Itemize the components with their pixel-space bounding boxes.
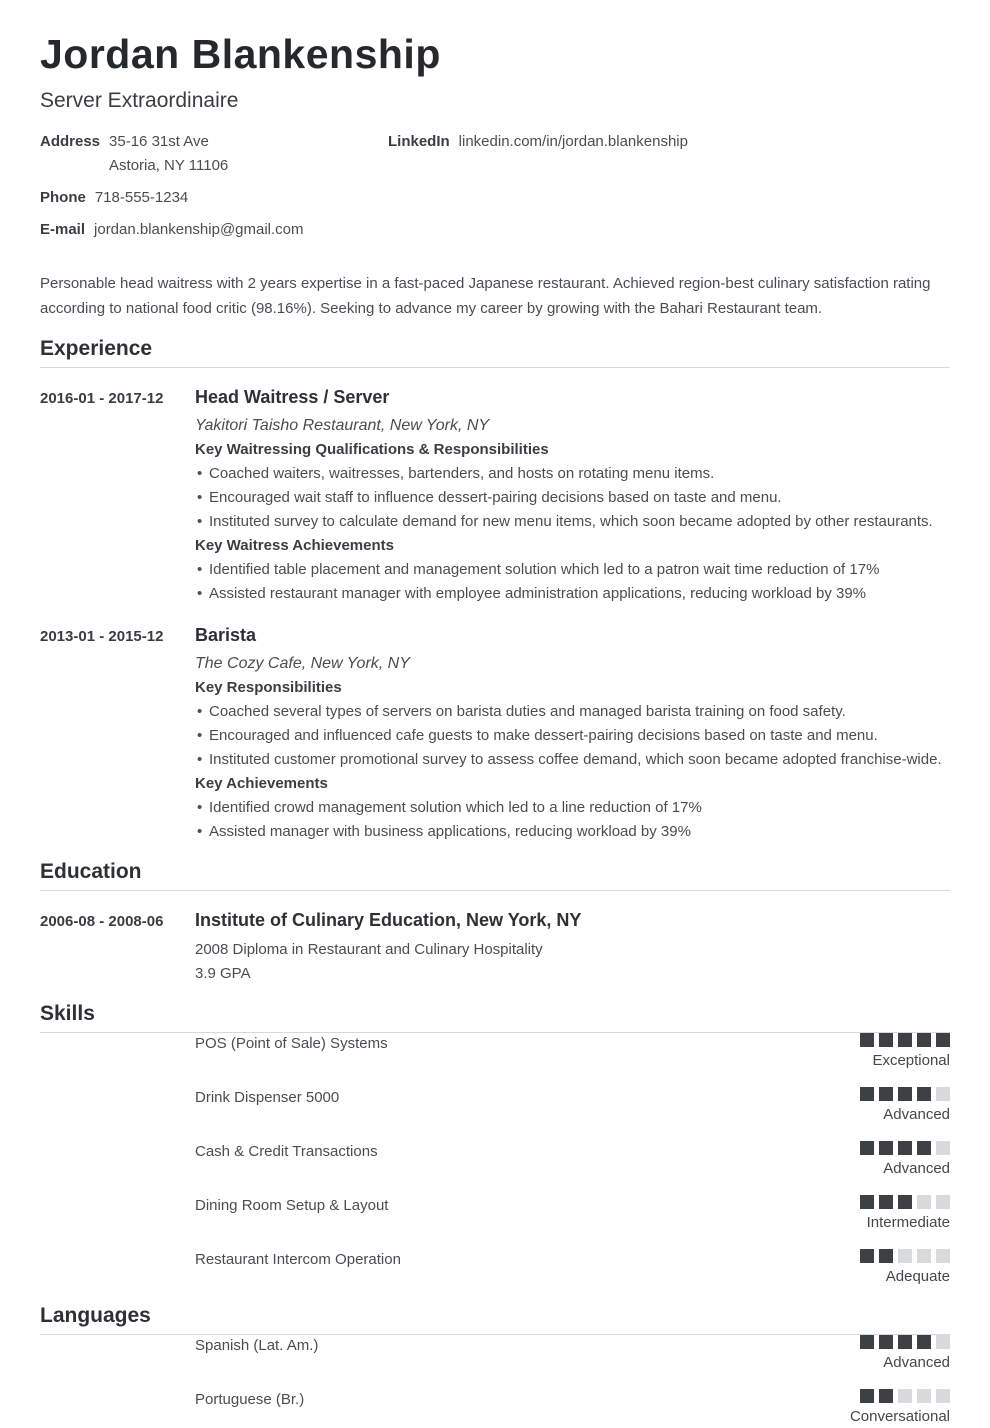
job-title: Head Waitress / Server bbox=[195, 387, 390, 407]
bullet-item: • Instituted survey to calculate demand for new menu items, which soon became adopted by other restaurants. bbox=[195, 510, 950, 534]
bullet-item: • Instituted customer promotional survey to assess coffee demand, which soon became adopted franchise-wide. bbox=[195, 748, 950, 772]
rating-square-filled bbox=[860, 1249, 874, 1263]
rating-square-filled bbox=[879, 1087, 893, 1101]
education-school: Institute of Culinary Education, New York, NY bbox=[195, 910, 582, 930]
bullet-item: • Encouraged and influenced cafe guests to make dessert-pairing decisions based on taste and menu. bbox=[195, 724, 950, 748]
skill-level-label: Advanced bbox=[883, 1106, 950, 1123]
rating-square-empty bbox=[917, 1249, 931, 1263]
rating-square-filled bbox=[860, 1195, 874, 1209]
contact-block bbox=[40, 130, 950, 250]
rating-squares bbox=[860, 1087, 950, 1101]
spacer bbox=[40, 1141, 195, 1180]
rating-square-filled bbox=[860, 1033, 874, 1047]
skill-name: Cash & Credit Transactions bbox=[195, 1143, 378, 1160]
bullet-list bbox=[195, 558, 950, 606]
rating-square-empty bbox=[898, 1249, 912, 1263]
job-subheading: Key Responsibilities bbox=[195, 679, 342, 696]
skill-row bbox=[40, 1195, 950, 1234]
contact-phone bbox=[40, 186, 388, 210]
address-value bbox=[109, 130, 228, 178]
rating-square-empty bbox=[917, 1195, 931, 1209]
person-name: Jordan Blankenship bbox=[40, 31, 441, 77]
contact-linkedin bbox=[388, 130, 688, 154]
skill-level-label: Advanced bbox=[883, 1160, 950, 1177]
section-heading-languages: Languages bbox=[40, 1304, 151, 1327]
skill-row bbox=[40, 1141, 950, 1180]
rating-square-filled bbox=[879, 1141, 893, 1155]
rating-square-filled bbox=[879, 1335, 893, 1349]
spacer bbox=[40, 1389, 195, 1428]
address-line1: 35-16 31st Ave bbox=[109, 133, 209, 150]
contact-email bbox=[40, 218, 388, 242]
skill-rating bbox=[860, 1087, 950, 1126]
job-subheading: Key Waitressing Qualifications & Responsibilities bbox=[195, 441, 549, 458]
rating-square-filled bbox=[898, 1087, 912, 1101]
job-body bbox=[195, 385, 950, 606]
person-job-title: Server Extraordinaire bbox=[40, 89, 239, 112]
job-entry bbox=[40, 385, 950, 606]
skill-row bbox=[40, 1249, 950, 1288]
skill-name: Dining Room Setup & Layout bbox=[195, 1197, 389, 1214]
bullet-item: • Coached several types of servers on barista duties and managed barista training on food safety. bbox=[195, 700, 950, 724]
spacer bbox=[40, 1249, 195, 1288]
bullet-list bbox=[195, 796, 950, 844]
rating-square-empty bbox=[898, 1389, 912, 1403]
rating-squares bbox=[860, 1335, 950, 1349]
rating-square-filled bbox=[898, 1141, 912, 1155]
language-row bbox=[40, 1389, 950, 1428]
rating-squares bbox=[860, 1195, 950, 1209]
language-level-label: Conversational bbox=[849, 1408, 950, 1425]
rating-squares bbox=[860, 1249, 950, 1263]
rating-square-filled bbox=[879, 1033, 893, 1047]
bullet-list bbox=[195, 462, 950, 534]
skill-name: Drink Dispenser 5000 bbox=[195, 1089, 340, 1106]
linkedin-label: LinkedIn bbox=[388, 133, 450, 150]
rating-square-filled bbox=[917, 1141, 931, 1155]
rating-square-filled bbox=[917, 1335, 931, 1349]
address-line2: Astoria, NY 11106 bbox=[109, 157, 229, 174]
contact-address bbox=[40, 130, 388, 178]
bullet-item: • Coached waiters, waitresses, bartenders, and hosts on rotating menu items. bbox=[195, 462, 950, 486]
rating-square-empty bbox=[936, 1141, 950, 1155]
bullet-list bbox=[195, 700, 950, 772]
skill-rating bbox=[860, 1033, 950, 1072]
rating-squares bbox=[860, 1033, 950, 1047]
bullet-item: • Identified crowd management solution which led to a line reduction of 17% bbox=[195, 796, 950, 820]
job-entry bbox=[40, 623, 950, 844]
rating-squares bbox=[850, 1389, 950, 1403]
rating-square-filled bbox=[898, 1033, 912, 1047]
rating-square-filled bbox=[860, 1389, 874, 1403]
bullet-item: • Identified table placement and management solution which led to a patron wait time reduction of 17% bbox=[195, 558, 950, 582]
rating-square-empty bbox=[917, 1389, 931, 1403]
job-dates: 2013-01 - 2015-12 bbox=[40, 628, 164, 645]
section-divider bbox=[40, 367, 950, 368]
skill-name: POS (Point of Sale) Systems bbox=[195, 1035, 388, 1052]
section-heading-skills: Skills bbox=[40, 1002, 95, 1025]
skill-level-label: Exceptional bbox=[872, 1052, 950, 1069]
job-subheading: Key Achievements bbox=[195, 775, 328, 792]
job-company: The Cozy Cafe, New York, NY bbox=[195, 655, 410, 672]
rating-square-filled bbox=[879, 1389, 893, 1403]
rating-square-filled bbox=[898, 1195, 912, 1209]
education-diploma: 2008 Diploma in Restaurant and Culinary Hospitality bbox=[195, 941, 543, 958]
section-heading-education: Education bbox=[40, 860, 142, 883]
rating-square-filled bbox=[917, 1087, 931, 1101]
skill-level-label: Intermediate bbox=[866, 1214, 950, 1231]
job-body bbox=[195, 623, 950, 844]
language-name: Portuguese (Br.) bbox=[195, 1391, 305, 1408]
rating-square-empty bbox=[936, 1335, 950, 1349]
rating-square-filled bbox=[936, 1033, 950, 1047]
rating-square-filled bbox=[860, 1335, 874, 1349]
phone-label: Phone bbox=[40, 189, 86, 206]
rating-square-filled bbox=[879, 1249, 893, 1263]
email-value: jordan.blankenship@gmail.com bbox=[94, 221, 304, 238]
skill-rating bbox=[860, 1195, 950, 1234]
spacer bbox=[40, 1335, 195, 1374]
bullet-item: • Assisted restaurant manager with employee administration applications, reducing workload by 39% bbox=[195, 582, 950, 606]
skill-name: Restaurant Intercom Operation bbox=[195, 1251, 401, 1268]
rating-square-empty bbox=[936, 1195, 950, 1209]
address-label: Address bbox=[40, 133, 101, 150]
job-dates: 2016-01 - 2017-12 bbox=[40, 390, 164, 407]
education-gpa: 3.9 GPA bbox=[195, 965, 251, 982]
skill-level-label: Adequate bbox=[885, 1268, 950, 1285]
phone-value: 718-555-1234 bbox=[94, 189, 189, 206]
email-label: E-mail bbox=[40, 221, 86, 238]
rating-square-empty bbox=[936, 1389, 950, 1403]
spacer bbox=[40, 1087, 195, 1126]
rating-square-filled bbox=[879, 1195, 893, 1209]
bullet-item: • Assisted manager with business applications, reducing workload by 39% bbox=[195, 820, 950, 844]
rating-square-filled bbox=[860, 1141, 874, 1155]
education-entry bbox=[40, 908, 950, 986]
rating-square-filled bbox=[917, 1033, 931, 1047]
language-row bbox=[40, 1335, 950, 1374]
skill-row bbox=[40, 1087, 950, 1126]
rating-square-filled bbox=[860, 1087, 874, 1101]
language-rating bbox=[850, 1389, 950, 1428]
education-dates: 2006-08 - 2008-06 bbox=[40, 913, 164, 930]
spacer bbox=[40, 1195, 195, 1234]
job-subheading: Key Waitress Achievements bbox=[195, 537, 394, 554]
linkedin-value: linkedin.com/in/jordan.blankenship bbox=[458, 133, 688, 150]
job-title: Barista bbox=[195, 625, 257, 645]
skill-rating bbox=[860, 1249, 950, 1288]
job-company: Yakitori Taisho Restaurant, New York, NY bbox=[195, 417, 490, 434]
rating-square-filled bbox=[898, 1335, 912, 1349]
professional-summary: Personable head waitress with 2 years expertise in a fast-paced Japanese restaurant. Achieved region-best culinary satisfaction rating according to national food critic (98.16%). Seeking to advance my career by growing with the Bahari Restaurant team. bbox=[40, 275, 931, 317]
spacer bbox=[40, 1033, 195, 1072]
education-body bbox=[195, 908, 950, 986]
rating-square-empty bbox=[936, 1087, 950, 1101]
section-heading-experience: Experience bbox=[40, 337, 153, 360]
skill-row bbox=[40, 1033, 950, 1072]
rating-square-empty bbox=[936, 1249, 950, 1263]
language-rating bbox=[860, 1335, 950, 1374]
contact-column-right bbox=[388, 130, 688, 250]
rating-squares bbox=[860, 1141, 950, 1155]
language-name: Spanish (Lat. Am.) bbox=[195, 1337, 319, 1354]
skill-rating bbox=[860, 1141, 950, 1180]
section-divider bbox=[40, 890, 950, 891]
language-level-label: Advanced bbox=[883, 1354, 950, 1371]
bullet-item: • Encouraged wait staff to influence dessert-pairing decisions based on taste and menu. bbox=[195, 486, 950, 510]
contact-column-left bbox=[40, 130, 388, 250]
